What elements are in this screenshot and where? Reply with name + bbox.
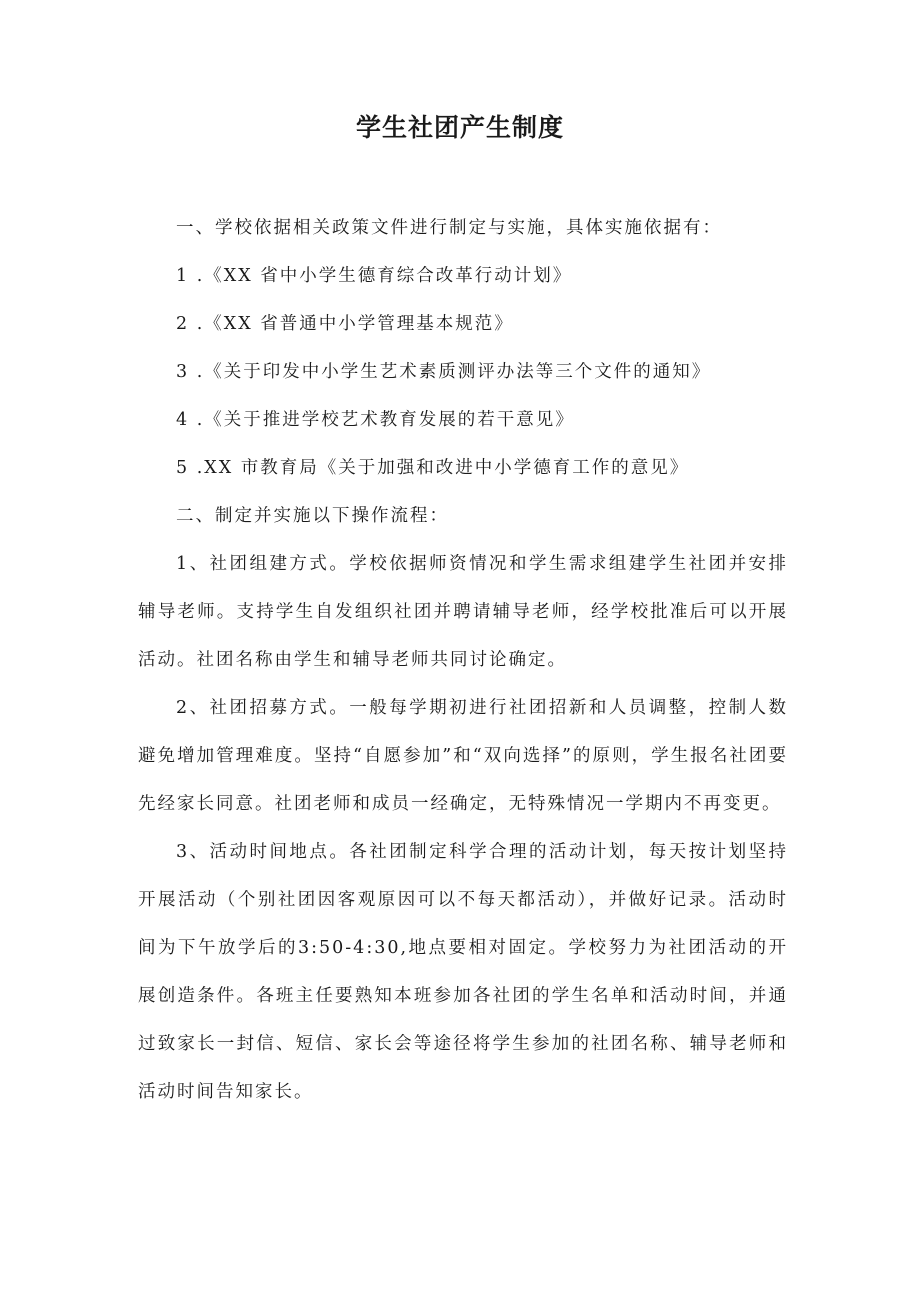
basis-item-3: 3 .《关于印发中小学生艺术素质测评办法等三个文件的通知》 (176, 362, 712, 382)
basis-item-1: 1 .《XX 省中小学生德育综合改革行动计划》 (176, 266, 573, 286)
document-title: 学生社团产生制度 (355, 113, 564, 142)
basis-item-5: 5 .XX 市教育局《关于加强和改进中小学德育工作的意见》 (176, 458, 690, 478)
section1-heading: 一、学校依据相关政策文件进行制定与实施，具体实施依据有： (176, 218, 722, 238)
procedure-paragraph-2: 2、社团招募方式。一般每学期初进行社团招新和人员调整，控制人数避免增加管理难度。坚持“自愿参加”和“双向选择”的原则，学生报名社团要先经家长同意。社团老师和成员一经确定，无特殊情况一学期内不再变更。 (138, 698, 788, 814)
basis-item-2: 2 .《XX 省普通中小学管理基本规范》 (176, 314, 514, 334)
basis-item-4: 4 .《关于推进学校艺术教育发展的若干意见》 (176, 410, 575, 430)
document-body (138, 204, 788, 1116)
procedure-paragraph-3: 3、活动时间地点。各社团制定科学合理的活动计划，每天按计划坚持开展活动（个别社团因客观原因可以不每天都活动），并做好记录。活动时间为下午放学后的3:50-4:30,地点要相对固定。学校努力为社团活动的开展创造条件。各班主任要熟知本班参加各社团的学生名单和活动时间，并通过致家长一封信、短信、家长会等途径将学生参加的社团名称、辅导老师和活动时间告知家长。 (138, 842, 788, 1102)
section2-heading: 二、制定并实施以下操作流程： (176, 506, 449, 526)
procedure-paragraph-1: 1、社团组建方式。学校依据师资情况和学生需求组建学生社团并安排辅导老师。支持学生自发组织社团并聘请辅导老师，经学校批准后可以开展活动。社团名称由学生和辅导老师共同讨论确定。 (138, 554, 788, 670)
